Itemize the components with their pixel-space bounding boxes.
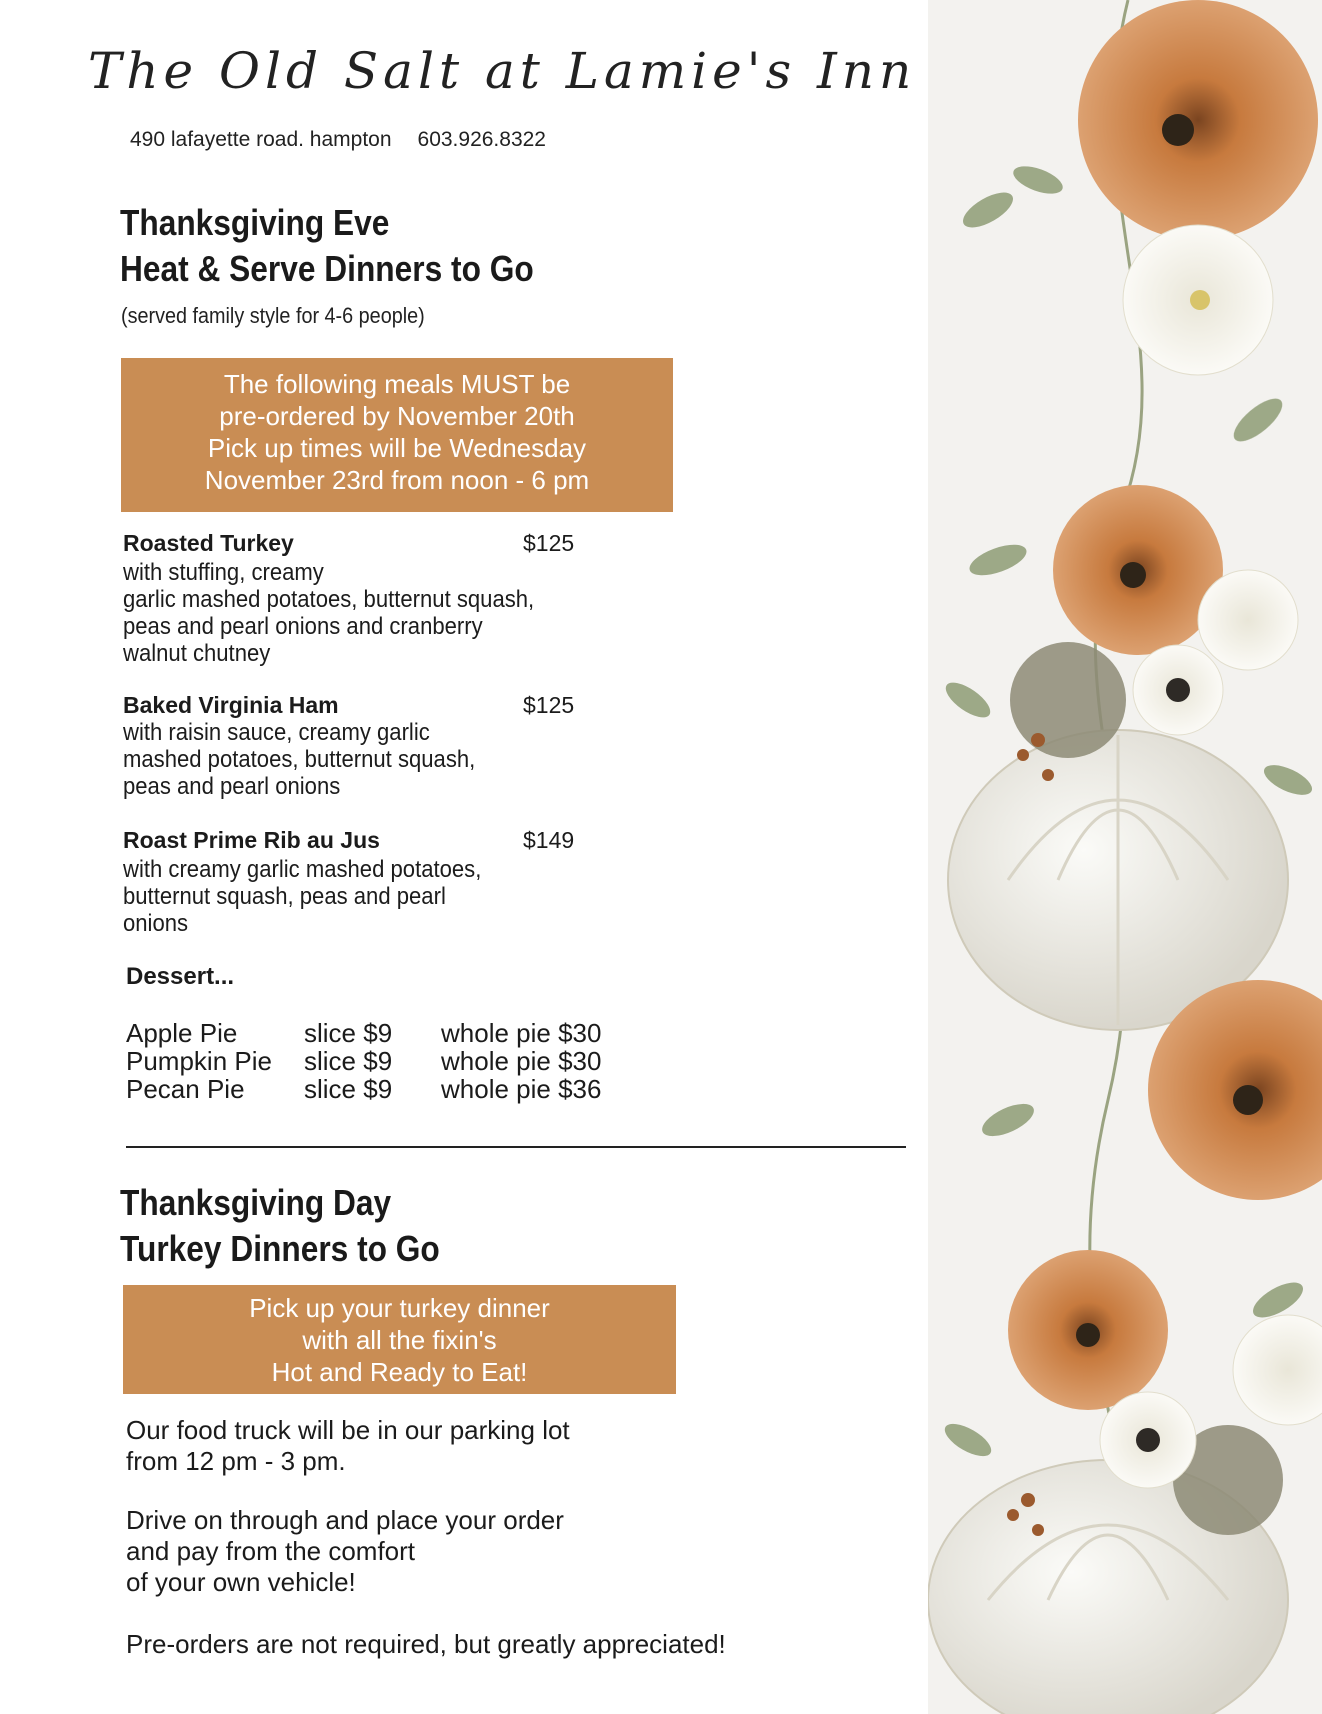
item-desc-virginia-ham — [123, 719, 638, 800]
pie-slice-price: slice $9 — [304, 1046, 393, 1076]
desc-line: with stuffing, creamy — [123, 559, 324, 586]
desc-line: mashed potatoes, butternut squash, — [123, 746, 476, 773]
address: 490 lafayette road. hampton — [130, 128, 392, 151]
restaurant-name: The Old Salt at Lamie's Inn — [88, 42, 917, 100]
para-line: and pay from the comfort — [126, 1536, 416, 1566]
item-price-virginia-ham: $125 — [523, 692, 575, 718]
floral-illustration — [928, 0, 1322, 1714]
desc-line: peas and pearl onions and cranberry — [123, 613, 483, 640]
pie-row — [126, 1019, 601, 1047]
item-name-roasted-turkey: Roasted Turkey — [123, 530, 294, 556]
desc-line: garlic mashed potatoes, butternut squash, — [123, 586, 535, 613]
pie-name: Pumpkin Pie — [126, 1046, 272, 1076]
pie-row — [126, 1075, 601, 1103]
desc-line: peas and pearl onions — [123, 773, 341, 800]
desc-line: with creamy garlic mashed potatoes, — [123, 856, 482, 883]
item-desc-roasted-turkey — [123, 559, 638, 667]
pie-slice-price: slice $9 — [304, 1018, 393, 1048]
pie-whole-price: whole pie $30 — [441, 1046, 602, 1076]
desc-line: walnut chutney — [123, 640, 271, 667]
item-name-virginia-ham: Baked Virginia Ham — [123, 692, 339, 718]
drive-through-paragraph — [126, 1505, 564, 1598]
notice-line: with all the fixin's — [302, 1325, 497, 1355]
notice-line: The following meals MUST be — [223, 369, 571, 399]
desc-line: onions — [123, 910, 189, 937]
notice-line: November 23rd from noon - 6 pm — [204, 465, 590, 495]
preorder-note: Pre-orders are not required, but greatly appreciated! — [126, 1629, 726, 1659]
pickup-notice — [123, 1285, 676, 1394]
item-name-prime-rib: Roast Prime Rib au Jus — [123, 827, 380, 853]
food-truck-paragraph — [126, 1415, 570, 1477]
day-title-line2: Turkey Dinners to Go — [120, 1228, 440, 1269]
pie-row — [126, 1047, 601, 1075]
section-divider — [126, 1146, 906, 1148]
pie-name: Apple Pie — [126, 1018, 238, 1048]
para-line: of your own vehicle! — [126, 1567, 356, 1597]
notice-line: Pick up your turkey dinner — [249, 1293, 550, 1323]
pie-table — [126, 1019, 601, 1103]
item-price-roasted-turkey: $125 — [523, 530, 575, 556]
eve-title-line2: Heat & Serve Dinners to Go — [120, 248, 534, 289]
floral-decoration — [928, 0, 1322, 1714]
pie-slice-price: slice $9 — [304, 1074, 393, 1104]
phone: 603.926.8322 — [417, 128, 546, 151]
eve-title-line1: Thanksgiving Eve — [120, 202, 390, 243]
para-line: from 12 pm - 3 pm. — [126, 1446, 346, 1476]
notice-line: Hot and Ready to Eat! — [271, 1357, 528, 1387]
desc-line: with raisin sauce, creamy garlic — [123, 719, 430, 746]
address-line — [130, 128, 546, 152]
para-line: Drive on through and place your order — [126, 1505, 564, 1535]
item-desc-prime-rib — [123, 856, 638, 937]
preorder-notice — [121, 358, 673, 512]
dessert-heading: Dessert... — [126, 963, 235, 990]
pie-name: Pecan Pie — [126, 1074, 245, 1104]
pie-whole-price: whole pie $36 — [441, 1074, 602, 1104]
desc-line: butternut squash, peas and pearl — [123, 883, 446, 910]
notice-line: pre-ordered by November 20th — [219, 401, 575, 431]
eve-subtitle: (served family style for 4-6 people) — [121, 303, 425, 328]
item-price-prime-rib: $149 — [523, 827, 575, 853]
pie-whole-price: whole pie $30 — [441, 1018, 602, 1048]
day-title-line1: Thanksgiving Day — [120, 1182, 392, 1223]
notice-line: Pick up times will be Wednesday — [207, 433, 587, 463]
para-line: Our food truck will be in our parking lot — [126, 1415, 570, 1445]
